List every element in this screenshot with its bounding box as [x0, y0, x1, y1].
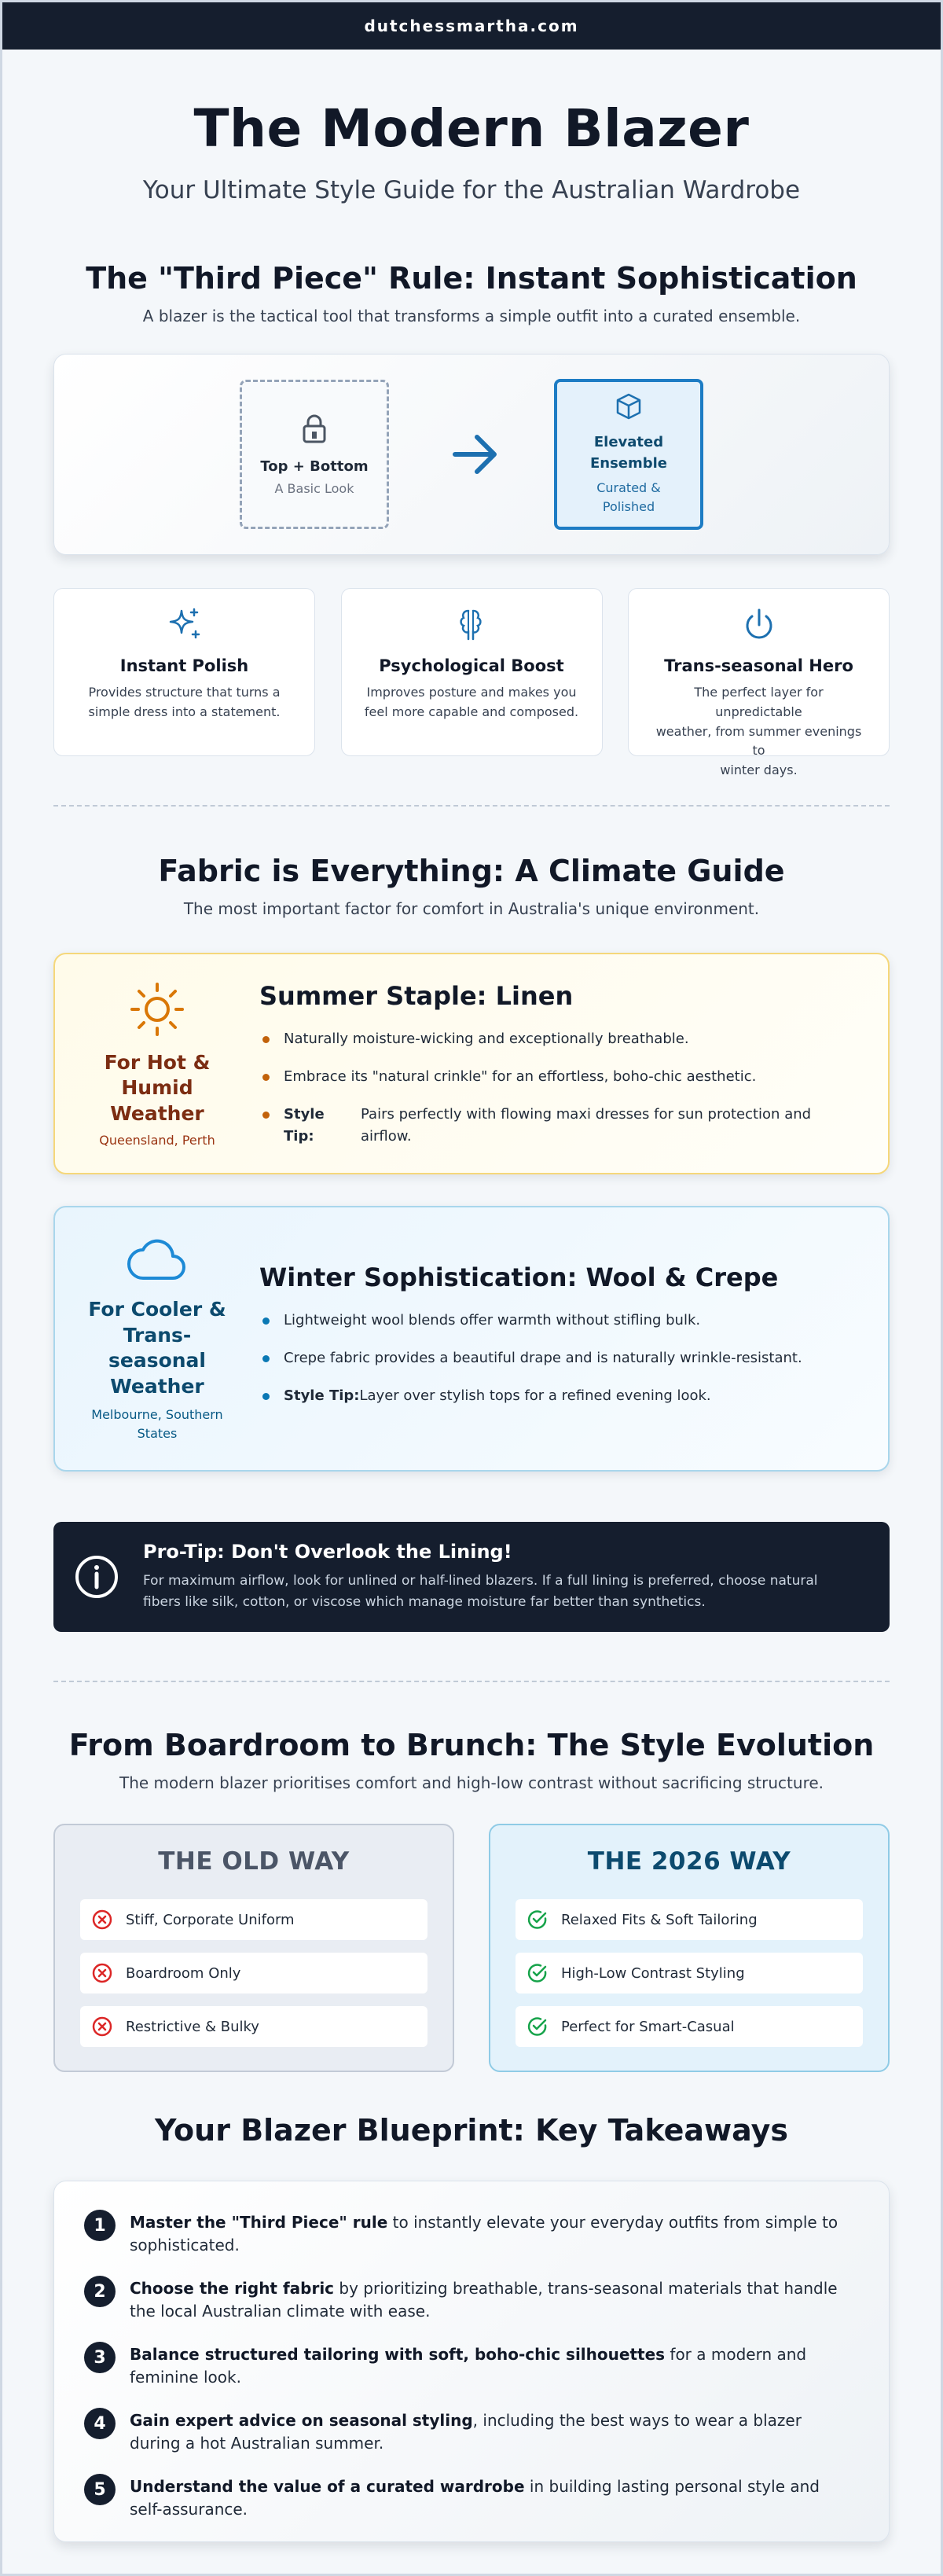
feature-card-psychological-boost: [341, 588, 603, 756]
evolution-section: [2, 1728, 941, 2072]
section-subtitle-evolution: The modern blazer prioritises comfort and high-low contrast without sacrificing structure.: [119, 1773, 824, 1792]
number-badge: 5: [84, 2474, 116, 2505]
number-badge: 2: [84, 2276, 116, 2307]
basic-look-subtitle: A Basic Look: [274, 481, 354, 496]
x-circle-icon: [91, 1909, 113, 1931]
list-item: Embrace its "natural crinkle" for an effortless, boho-chic aesthetic.: [259, 1066, 841, 1088]
elevated-title: Elevated Ensemble: [589, 434, 668, 472]
list-item: Style Tip: Pairs perfectly with flowing maxi dresses for sun protection and airflow.: [259, 1104, 841, 1148]
winter-heading: Winter Sophistication: Wool & Crepe: [259, 1262, 779, 1292]
feature-card-trans-seasonal: [628, 588, 890, 778]
pro-tip-banner: [53, 1522, 890, 1632]
winter-fabric-card: [53, 1206, 890, 1472]
takeaways-section: [2, 2113, 941, 2542]
summer-details: [259, 954, 888, 1173]
feature-description: Improves posture and makes you feel more capable and composed.: [364, 685, 579, 719]
winter-climate-label: [55, 1207, 259, 1470]
takeaway-item: 5 Understand the value of a curated wardrobe in building lasting personal style and self-assurance.: [84, 2474, 842, 2521]
takeaway-item: 4 Gain expert advice on seasonal styling, including the best ways to wear a blazer during a hot Australian summer.: [84, 2408, 842, 2455]
section-divider: [53, 805, 890, 807]
elevated-ensemble-box: [554, 379, 703, 530]
feature-title: Trans-seasonal Hero: [664, 656, 853, 675]
summer-heading: Summer Staple: Linen: [259, 981, 574, 1011]
winter-details: [259, 1207, 888, 1470]
feature-cards: [53, 588, 890, 778]
winter-points: [259, 1310, 841, 1407]
lock-icon: [299, 413, 329, 446]
comparison: [53, 1824, 890, 2072]
summer-fabric-card: [53, 953, 890, 1174]
list-item: Crepe fabric provides a beautiful drape and is naturally wrinkle-resistant.: [259, 1347, 841, 1369]
summer-weather-label: For Hot & Humid Weather: [104, 1050, 211, 1125]
check-circle-icon: [527, 2016, 549, 2038]
section-title-takeaways: Your Blazer Blueprint: Key Takeaways: [155, 2113, 788, 2148]
page-title: The Modern Blazer: [193, 98, 750, 159]
list-item: Naturally moisture-wicking and exceptionally breathable.: [259, 1028, 841, 1050]
basic-look-title: Top + Bottom: [260, 458, 369, 475]
third-piece-section: [2, 261, 941, 778]
sparkles-icon: [166, 606, 204, 644]
takeaway-item: 1 Master the "Third Piece" rule to instantly elevate your everyday outfits from simple to sophisticated.: [84, 2210, 842, 2257]
section-subtitle-fabric: The most important factor for comfort in Australia's unique environment.: [183, 899, 760, 918]
feature-title: Instant Polish: [119, 656, 249, 675]
feature-description: The perfect layer for unpredictable weather, from summer evenings to winter days.: [655, 685, 862, 778]
list-item: Style Tip: Layer over stylish tops for a refined evening look.: [259, 1385, 841, 1407]
cube-icon: [615, 392, 643, 421]
check-circle-icon: [527, 1962, 549, 1984]
number-badge: 4: [84, 2408, 116, 2439]
section-subtitle-third-piece: A blazer is the tactical tool that transforms a simple outfit into a curated ensemble.: [142, 307, 801, 325]
summer-regions: Queensland, Perth: [99, 1133, 215, 1148]
pro-tip-title: Pro-Tip: Don't Overlook the Lining!: [143, 1540, 512, 1563]
feature-card-instant-polish: [53, 588, 315, 756]
takeaway-item: 2 Choose the right fabric by prioritizing breathable, trans-seasonal materials that handle the local Australian climate with ease.: [84, 2276, 842, 2323]
hero: [2, 50, 941, 204]
brain-icon: [453, 606, 490, 644]
list-item: Restrictive & Bulky: [80, 2006, 427, 2047]
elevated-subtitle: Curated & Polished: [596, 480, 661, 514]
feature-description: Provides structure that turns a simple dress into a statement.: [88, 685, 281, 719]
x-circle-icon: [91, 1962, 113, 1984]
section-title-third-piece: The "Third Piece" Rule: Instant Sophistication: [86, 261, 857, 296]
page-subtitle: Your Ultimate Style Guide for the Australian Wardrobe: [142, 176, 801, 204]
winter-regions: Melbourne, Southern States: [91, 1407, 223, 1441]
section-title-fabric: Fabric is Everything: A Climate Guide: [158, 854, 785, 888]
summer-climate-label: [55, 954, 259, 1173]
sun-icon: [127, 979, 187, 1039]
rule-diagram-card: [53, 354, 890, 555]
list-item: Boardroom Only: [80, 1953, 427, 1994]
site-domain[interactable]: dutchessmartha.com: [364, 17, 579, 35]
number-badge: 3: [84, 2342, 116, 2373]
list-item: Relaxed Fits & Soft Tailoring: [516, 1899, 863, 1940]
list-item: Perfect for Smart-Casual: [516, 2006, 863, 2047]
x-circle-icon: [91, 2016, 113, 2038]
arrow-right-icon: [452, 431, 499, 478]
top-bar: [2, 2, 941, 50]
takeaways-card: [53, 2181, 890, 2542]
section-title-evolution: From Boardroom to Brunch: The Style Evolution: [68, 1728, 875, 1762]
number-badge: 1: [84, 2210, 116, 2241]
basic-look-box: [240, 380, 389, 529]
info-icon: [74, 1554, 119, 1600]
check-circle-icon: [527, 1909, 549, 1931]
new-way-column: [489, 1824, 890, 2072]
power-icon: [740, 606, 778, 644]
new-way-heading: THE 2026 WAY: [587, 1847, 791, 1876]
summer-points: [259, 1028, 841, 1148]
list-item: High-Low Contrast Styling: [516, 1953, 863, 1994]
winter-weather-label: For Cooler & Trans- seasonal Weather: [88, 1298, 226, 1398]
list-item: Stiff, Corporate Uniform: [80, 1899, 427, 1940]
pro-tip-text: For maximum airflow, look for unlined or half-lined blazers. If a full lining is preferred, choose natural fibers like silk, cotton, or viscose which manage moisture far better than synthetics.: [143, 1572, 818, 1610]
cloud-icon: [126, 1234, 189, 1286]
fabric-section: [2, 854, 941, 1632]
section-divider: [53, 1681, 890, 1682]
old-way-heading: THE OLD WAY: [158, 1847, 350, 1876]
old-way-column: [53, 1824, 454, 2072]
list-item: Lightweight wool blends offer warmth without stifling bulk.: [259, 1310, 841, 1332]
feature-title: Psychological Boost: [379, 656, 564, 675]
takeaway-item: 3 Balance structured tailoring with soft, boho-chic silhouettes for a modern and feminine look.: [84, 2342, 842, 2389]
